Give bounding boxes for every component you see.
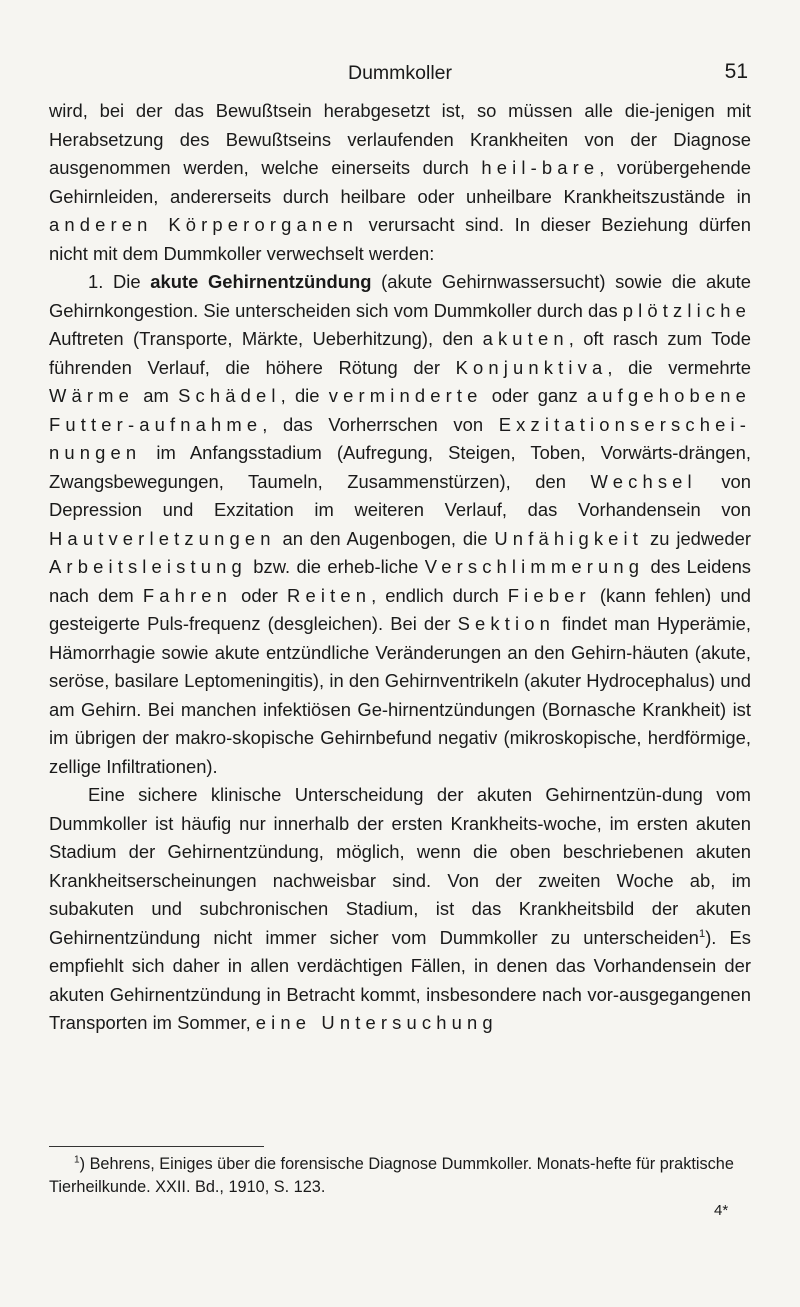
spaced-emphasis: heil-bare: [481, 157, 600, 178]
spaced-emphasis: Schädel: [178, 385, 281, 406]
footnote-text: ) Behrens, Einiges über die forensische Diagnose Dummkoller. Monats-hefte für praktische Tierheilkunde. XXII. Bd., 1910, S. 123.: [49, 1155, 734, 1196]
page-number: 51: [724, 60, 748, 83]
running-head: Dummkoller: [347, 62, 452, 84]
spaced-emphasis: Wärme: [49, 385, 135, 406]
signature-mark: 4*: [714, 1202, 729, 1219]
spaced-emphasis: Arbeitsleistung: [49, 556, 247, 577]
spaced-emphasis: Fieber: [507, 584, 591, 606]
spaced-emphasis: Fahren: [142, 584, 233, 606]
paragraph-2: 1. Die akute Gehirnentzündung (akute Gehirnwassersucht) sowie die akute Gehirnkongestion. Sie unterscheiden sich vom Dummkoller durch das plötzliche Auftreten (Transporte, Märkte, Ueberhitzung), den akuten, oft rasch zum Tode führenden Verlauf, die höhere Rötung der Konjunktiva, die vermehrte Wärme am Schädel, die verminderte oder ganz aufgehobene Futter-aufnahme, das Vorherrschen von Exzitationserschei-nungen im Anfangsstadium (Aufregung, Steigen, Toben, Vorwärts-drängen, Zwangsbewegungen, Taumeln, Zusammenstürzen), den Wechsel von Depression und Exzitation im weiteren Verlauf, das Vorhandensein von Hautverletzungen an den Augenbogen, die Unfähigkeit zu jedweder Arbeitsleistung bzw. die erheb-liche Verschlimmerung des Leidens nach dem Fahren oder Reiten, endlich durch Fieber (kann fehlen) und gesteigerte Puls-frequenz (desgleichen). Bei der Sektion findet man Hyperämie, Hämorrhagie sowie akute entzündliche Veränderungen an den Gehirn-häuten (akute, seröse, basilare Leptomeningitis), in den Gehirnventrikeln (akuter Hydrocephalus) und am Gehirn. Bei manchen infektiösen Ge-hirnentzündungen (Bornasche Krankheit) ist im übrigen der makro-skopische Gehirnbefund negativ (mikroskopische, herdförmige, zellige Infiltrationen).: [49, 271, 752, 777]
spaced-emphasis: Verschlimmerung: [424, 556, 645, 577]
spaced-emphasis: Reiten: [287, 584, 372, 606]
paragraph-1: wird, bei der das Bewußtsein herabgesetzt ist, so müssen alle die-jenigen mit Herabsetzung des Bewußtseins verlaufenden Krankheiten von der Diagnose ausgenommen werden, welche einerseits durch heil-bare, vorübergehende Gehirnleiden, andererseits durch heilbare oder unheilbare Krankheitszustände in anderen Körperorganen verursacht sind. In dieser Beziehung dürfen nicht mit dem Dummkoller verwechselt werden:: [49, 100, 752, 264]
body-text: [49, 97, 751, 1038]
spaced-emphasis: Wechsel: [590, 470, 697, 492]
footnote-divider: [49, 1146, 264, 1147]
spaced-emphasis: anderen Körperorganen: [49, 214, 359, 235]
spaced-emphasis: verminderte: [328, 385, 483, 406]
bold-term: akute Gehirnentzündung: [150, 271, 372, 292]
spaced-emphasis: Sektion: [457, 613, 555, 634]
spaced-emphasis: eine Untersuchung: [255, 1012, 498, 1033]
spaced-emphasis: aufgehobene Futter-aufnahme: [49, 385, 751, 435]
spaced-emphasis: plötzliche: [622, 299, 751, 321]
spaced-emphasis: Unfähigkeit: [494, 527, 644, 549]
footnote: [49, 1153, 751, 1199]
spaced-emphasis: Konjunktiva: [455, 356, 608, 378]
footnote-marker: 1: [74, 1154, 80, 1166]
spaced-emphasis: Hautverletzungen: [49, 527, 276, 549]
footnote-reference: 1: [698, 927, 706, 940]
spaced-emphasis: Exzitationserschei-nungen: [49, 413, 751, 463]
paragraph-3: Eine sichere klinische Unterscheidung der akuten Gehirnentzün-dung vom Dummkoller ist häufig nur innerhalb der ersten Krankheits-woche, im ersten akuten Stadium der Gehirnentzündung, möglich, wenn die oben beschriebenen akuten Krankheitserscheinungen nachweisbar sind. Von der zweiten Woche ab, im subakuten und subchronischen Stadium, ist das Krankheitsbild der akuten Gehirnentzündung nicht immer sicher vom Dummkoller zu unterscheiden$^1$). Es empfiehlt sich daher in allen verdächtigen Fällen, in denen das Vorhandensein der akuten Gehirnentzündung in Betracht kommt, insbesondere nach vor-ausgegangenen Transporten im Sommer, eine Untersuchung: [49, 784, 751, 1033]
spaced-emphasis: akuten: [482, 328, 569, 349]
